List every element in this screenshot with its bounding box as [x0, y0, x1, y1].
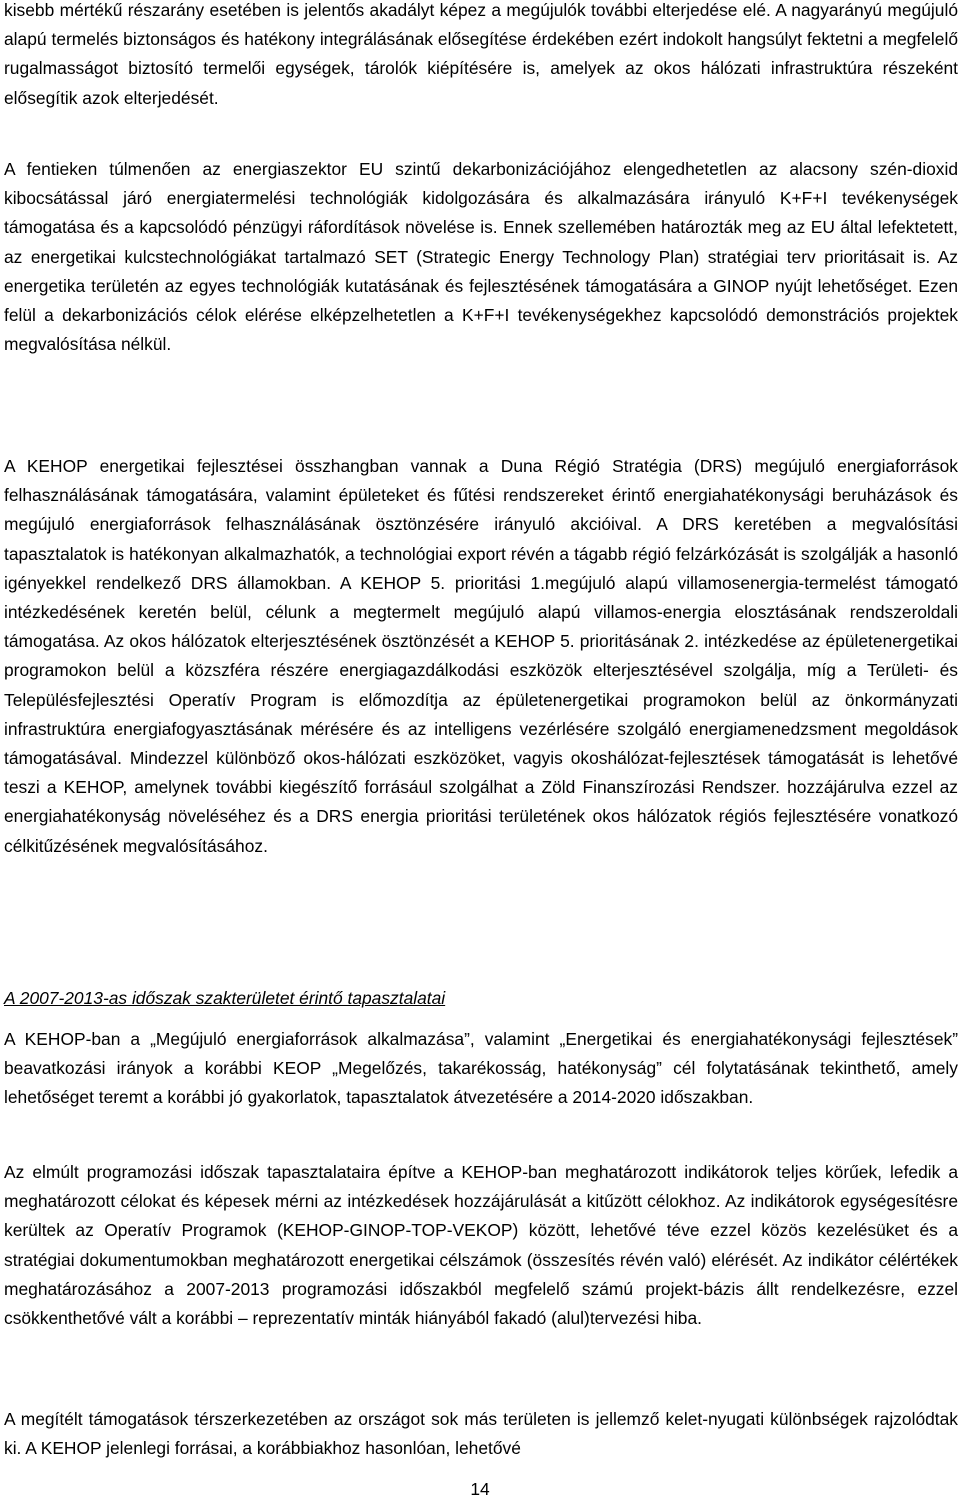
paragraph-kehop-drs: A KEHOP energetikai fejlesztései összhangban vannak a Duna Régió Stratégia (DRS) megújuló energiaforrások felhasználásának támogatására, valamint épületeket és fűtési rendszereket érintő energiahatékonysági beruházások és megújuló energiaforrások felhasználásának ösztönzésére irányuló akcióival. A DRS keretében a megvalósítási tapasztalatok is hatékonyan alkalmazhatók, a technológiai export révén a tágabb régió felzárkózását is szolgálják a hasonló igényekkel rendelkező DRS államokban. A KEHOP 5. prioritási 1.megújuló alapú villamosenergia-termelést támogató intézkedésének keretén belül, célunk a megtermelt megújuló alapú villamos-energia elosztásának rendszeroldali támogatása. Az okos hálózatok elterjesztésének ösztönzését a KEHOP 5. prioritásának 2. intézkedése az épületenergetikai programokon belül a közszféra részére energiagazdálkodási eszközök elterjesztésével szolgálja, míg a Területi- és Településfejlesztési Operatív Program is előmozdítja az épületenergetikai programokon belül az önkormányzati infrastruktúra energiafogyasztásának mérésére és az intelligens vezérlésére szolgáló energiamenedzsment megoldások támogatásával. Mindezzel különböző okos-hálózati eszközöket, vagyis okoshálózat-fejlesztések támogatását is lehetővé teszi a KEHOP, amelynek további kiegészítő forrásául szolgálhat a Zöld Finanszírozási Rendszer. hozzájárulva ezzel az energiahatékonyság növeléséhez és a DRS energia prioritási területének okos hálózatok régiós fejlesztésére vonatkozó célkitűzésének megvalósításához.: [4, 456, 958, 856]
paragraph-rdi-decarbonisation: A fentieken túlmenően az energiaszektor EU szintű dekarbonizációjához elengedhetetlen az alacsony szén-dioxid kibocsátással járó energiatermelési technológiák kidolgozására és alkalmazására irányuló K+F+I tevékenységek támogatása és a kapcsolódó pénzügyi ráfordítások növelése is. Ennek szellemében határozták meg az EU által lefektetett, az energetikai kulcstechnológiákat tartalmazó SET (Strategic Energy Technology Plan) stratégiai terv prioritásait is. Az energetika területén az egyes technológiák kutatásának és fejlesztésének támogatására a GINOP nyújt lehetőséget. Ezen felül a dekarbonizációs célok elérése elképzelhetetlen a K+F+I tevékenységekhez kapcsolódó demonstrációs projektek megvalósítása nélkül.: [4, 159, 958, 355]
paragraph-renewables-integration: kisebb mértékű részarány esetében is jelentős akadályt képez a megújulók további elterjedése elé. A nagyarányú megújuló alapú termelés biztonságos és hatékony integrálásának elősegítése érdekében ezért indokolt hangsúlyt fektetni a megfelelő rugalmasságot biztosító termelői egységek, tárolók kiépítésére is, amelyek az okos hálózati infrastruktúra részeként elősegítik azok elterjedését.: [4, 0, 958, 108]
paragraph-indicators: Az elmúlt programozási időszak tapasztalataira építve a KEHOP-ban meghatározott indikátorok teljes körűek, lefedik a meghatározott célokat és képesek mérni az intézkedések hozzájárulását a kitűzött célokhoz. Az indikátorok egységesítésre kerültek az Operatív Programok (KEHOP-GINOP-TOP-VEKOP) között, lehetővé téve ezzel közös kezelésüket és a stratégiai dokumentumokban meghatározott energetikai célszámok (összesítés révén való) elérését. Az indikátor célértékek meghatározásához a 2007-2013 programozási időszakból megfelelő számú projekt-bázis állt rendelkezésre, ezzel csökkenthetővé vált a korábbi – reprezentatív minták hiányából fakadó (alul)tervezési hiba.: [4, 1162, 958, 1329]
paragraph-territorial-distribution: A megítélt támogatások térszerkezetében az országot sok más területen is jellemző kelet-nyugati különbségek rajzolódtak ki. A KEHOP jelenlegi forrásai, a korábbiakhoz hasonlóan, lehetővé: [4, 1409, 958, 1459]
paragraph-kehop-keop: A KEHOP-ban a „Megújuló energiaforrások alkalmazása”, valamint „Energetikai és energiahatékonysági fejlesztések” beavatkozási irányok a korábbi KEOP „Megelőzés, takarékosság, hatékonyság” cél folytatásának tekinthető, amely lehetőséget teremt a korábbi jó gyakorlatok, tapasztalatok átvezetésére a 2014-2020 időszakban.: [4, 1029, 958, 1108]
section-heading: A 2007-2013-as időszak szakterületet érintő tapasztalatai: [4, 988, 446, 1008]
page-number: 14: [470, 1479, 490, 1499]
